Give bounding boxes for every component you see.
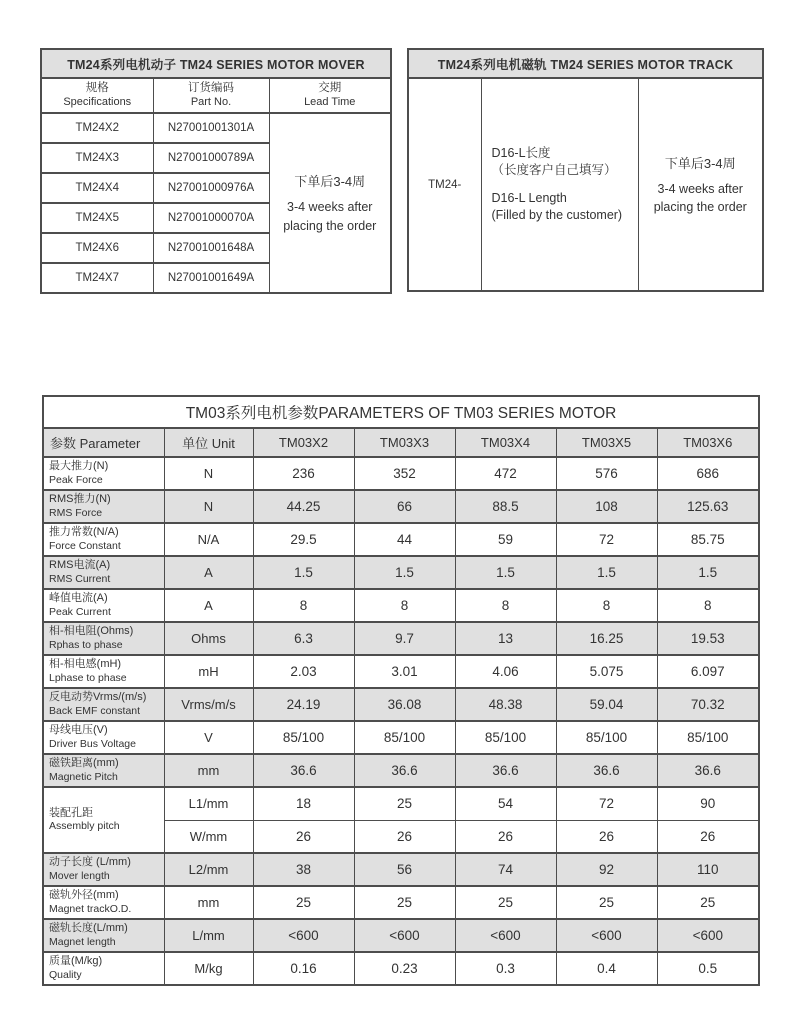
unit-cell: L1/mm <box>164 787 253 820</box>
value-cell: 8 <box>657 589 759 622</box>
value-cell: 5.075 <box>556 655 657 688</box>
value-cell: <600 <box>556 919 657 952</box>
unit-cell: W/mm <box>164 820 253 853</box>
value-cell: 72 <box>556 787 657 820</box>
unit-cell: V <box>164 721 253 754</box>
value-cell: 26 <box>253 820 354 853</box>
lead-time-header-en: Lead Time <box>304 96 356 109</box>
param-label-zh: 相-相电阻(Ohms) <box>49 625 134 638</box>
value-cell: 6.3 <box>253 622 354 655</box>
table-row <box>41 78 391 113</box>
value-cell: 1.5 <box>657 556 759 589</box>
value-cell: 472 <box>455 457 556 490</box>
spec-cell: TM24X4 <box>41 173 153 203</box>
value-cell: 25 <box>657 886 759 919</box>
param-header: 参数 Parameter <box>43 428 164 457</box>
unit-cell: M/kg <box>164 952 253 985</box>
param-label-zh: 磁轨外径(mm) <box>49 889 119 902</box>
param-label-cell <box>43 688 164 721</box>
value-cell: 9.7 <box>354 622 455 655</box>
lead-time-cell <box>269 113 391 293</box>
table-row <box>43 787 759 820</box>
value-cell: 16.25 <box>556 622 657 655</box>
param-label-en: Back EMF constant <box>49 704 141 717</box>
value-cell: 56 <box>354 853 455 886</box>
value-cell: 3.01 <box>354 655 455 688</box>
part-no-cell: N27001001649A <box>153 263 269 293</box>
table-row <box>43 428 759 457</box>
lead-time-en-2: placing the order <box>283 218 377 233</box>
value-cell: 74 <box>455 853 556 886</box>
value-cell: 36.6 <box>253 754 354 787</box>
value-cell: 66 <box>354 490 455 523</box>
param-label-cell <box>43 853 164 886</box>
table-row <box>43 457 759 490</box>
param-label-cell <box>43 952 164 985</box>
table-row <box>43 622 759 655</box>
value-cell: 108 <box>556 490 657 523</box>
value-cell: 8 <box>556 589 657 622</box>
value-cell: 25 <box>253 886 354 919</box>
value-cell: 18 <box>253 787 354 820</box>
spec-header <box>41 78 153 113</box>
value-cell: 1.5 <box>253 556 354 589</box>
model-header: TM03X6 <box>657 428 759 457</box>
param-label-zh: RMS推力(N) <box>49 493 111 506</box>
param-label-zh: 磁轨长度(L/mm) <box>49 922 128 935</box>
value-cell: 88.5 <box>455 490 556 523</box>
value-cell: 54 <box>455 787 556 820</box>
lead-time-en-1: 3-4 weeks after <box>287 200 373 215</box>
param-label-en: Peak Current <box>49 605 111 618</box>
param-label-en: RMS Current <box>49 572 111 585</box>
param-label-cell <box>43 886 164 919</box>
param-label-zh: 反电动势Vrms/(m/s) <box>49 691 147 704</box>
value-cell: 59.04 <box>556 688 657 721</box>
value-cell: 85/100 <box>657 721 759 754</box>
value-cell: 13 <box>455 622 556 655</box>
table-row <box>43 523 759 556</box>
value-cell: 85/100 <box>455 721 556 754</box>
part-no-header-zh: 订货编码 <box>188 82 234 95</box>
param-label-en: Magnet length <box>49 935 116 948</box>
table-row <box>41 113 391 143</box>
param-label-zh: 磁铁距离(mm) <box>49 757 119 770</box>
value-cell: 576 <box>556 457 657 490</box>
param-label-zh: RMS电流(A) <box>49 559 111 572</box>
track-length-cell <box>481 78 638 291</box>
spec-cell: TM24X7 <box>41 263 153 293</box>
value-cell: 1.5 <box>354 556 455 589</box>
param-label-zh: 最大推力(N) <box>49 460 109 473</box>
part-no-cell: N27001000070A <box>153 203 269 233</box>
unit-cell: N/A <box>164 523 253 556</box>
value-cell: 6.097 <box>657 655 759 688</box>
part-no-cell: N27001000789A <box>153 143 269 173</box>
param-label-en: Mover length <box>49 869 110 882</box>
track-length-en-1: D16-L Length <box>491 191 567 205</box>
value-cell: 85/100 <box>556 721 657 754</box>
param-label-cell <box>43 919 164 952</box>
unit-cell: Vrms/m/s <box>164 688 253 721</box>
param-label-cell <box>43 556 164 589</box>
model-header: TM03X3 <box>354 428 455 457</box>
value-cell: 26 <box>354 820 455 853</box>
value-cell: 25 <box>556 886 657 919</box>
param-label-en: Force Constant <box>49 539 121 552</box>
unit-cell: mH <box>164 655 253 688</box>
value-cell: 70.32 <box>657 688 759 721</box>
value-cell: <600 <box>455 919 556 952</box>
value-cell: 19.53 <box>657 622 759 655</box>
lead-time-en-1: 3-4 weeks after <box>657 181 743 196</box>
value-cell: 92 <box>556 853 657 886</box>
value-cell: <600 <box>657 919 759 952</box>
value-cell: 38 <box>253 853 354 886</box>
spec-cell: TM24X6 <box>41 233 153 263</box>
lead-time-en-2: placing the order <box>653 200 747 214</box>
table-row <box>41 49 391 78</box>
lead-time-cell <box>638 78 763 291</box>
unit-cell: mm <box>164 886 253 919</box>
table-row <box>43 589 759 622</box>
param-label-zh: 相-相电感(mH) <box>49 658 122 671</box>
model-cell: TM24- <box>408 78 481 291</box>
param-label-en: Driver Bus Voltage <box>49 737 136 750</box>
value-cell: 125.63 <box>657 490 759 523</box>
table-row <box>43 721 759 754</box>
spec-header-zh: 规格 <box>85 82 109 95</box>
model-header: TM03X2 <box>253 428 354 457</box>
param-label-zh: 推力常数(N/A) <box>49 526 119 539</box>
param-label-cell <box>43 589 164 622</box>
param-label-zh: 峰值电流(A) <box>49 592 108 605</box>
value-cell: 8 <box>455 589 556 622</box>
unit-header: 单位 Unit <box>164 428 253 457</box>
part-no-header <box>153 78 269 113</box>
params-table-title: TM03系列电机参数PARAMETERS OF TM03 SERIES MOTOR <box>43 396 759 428</box>
param-label-cell <box>43 655 164 688</box>
value-cell: <600 <box>253 919 354 952</box>
value-cell: 85/100 <box>354 721 455 754</box>
value-cell: 110 <box>657 853 759 886</box>
value-cell: 236 <box>253 457 354 490</box>
table-row <box>43 754 759 787</box>
param-label-en: Quality <box>49 968 82 981</box>
spec-header-en: Specifications <box>63 96 132 109</box>
track-length-zh-1: D16-L长度 <box>491 146 551 161</box>
unit-cell: Ohms <box>164 622 253 655</box>
track-length-en-2: (Filled by the customer) <box>491 207 623 222</box>
unit-cell: L2/mm <box>164 853 253 886</box>
part-no-header-en: Part No. <box>190 96 232 109</box>
mover-table <box>40 48 392 294</box>
spec-cell: TM24X5 <box>41 203 153 233</box>
unit-cell: N <box>164 490 253 523</box>
params-table <box>42 395 760 986</box>
lead-time-header <box>269 78 391 113</box>
value-cell: 44 <box>354 523 455 556</box>
value-cell: 36.6 <box>657 754 759 787</box>
part-no-cell: N27001001301A <box>153 113 269 143</box>
track-table <box>407 48 764 292</box>
value-cell: 25 <box>354 886 455 919</box>
value-cell: 352 <box>354 457 455 490</box>
value-cell: 36.6 <box>556 754 657 787</box>
value-cell: 686 <box>657 457 759 490</box>
lead-time-zh: 下单后3-4周 <box>294 174 366 190</box>
param-label-cell <box>43 721 164 754</box>
table-row <box>43 396 759 428</box>
param-label-en: Peak Force <box>49 473 103 486</box>
param-label-zh: 质量(M/kg) <box>49 955 103 968</box>
value-cell: 29.5 <box>253 523 354 556</box>
param-label-cell <box>43 490 164 523</box>
model-header: TM03X4 <box>455 428 556 457</box>
table-row <box>43 655 759 688</box>
value-cell: 8 <box>354 589 455 622</box>
table-row <box>43 490 759 523</box>
value-cell: 1.5 <box>556 556 657 589</box>
param-label-cell <box>43 754 164 787</box>
part-no-cell: N27001000976A <box>153 173 269 203</box>
lead-time-header-zh: 交期 <box>318 82 342 95</box>
value-cell: 36.6 <box>455 754 556 787</box>
value-cell: 0.4 <box>556 952 657 985</box>
track-table-title: TM24系列电机磁轨 TM24 SERIES MOTOR TRACK <box>408 49 763 78</box>
value-cell: 85.75 <box>657 523 759 556</box>
unit-cell: L/mm <box>164 919 253 952</box>
unit-cell: N <box>164 457 253 490</box>
value-cell: 26 <box>455 820 556 853</box>
value-cell: 36.08 <box>354 688 455 721</box>
value-cell: 0.23 <box>354 952 455 985</box>
mover-table-title: TM24系列电机动子 TM24 SERIES MOTOR MOVER <box>41 49 391 78</box>
value-cell: 25 <box>354 787 455 820</box>
value-cell: 0.5 <box>657 952 759 985</box>
value-cell: 90 <box>657 787 759 820</box>
table-row <box>408 78 763 291</box>
param-label-cell <box>43 457 164 490</box>
param-label-en: RMS Force <box>49 506 103 519</box>
value-cell: 4.06 <box>455 655 556 688</box>
param-label-zh: 动子长度 (L/mm) <box>49 856 131 869</box>
value-cell: 0.3 <box>455 952 556 985</box>
param-label-en: Lphase to phase <box>49 671 127 684</box>
unit-cell: A <box>164 556 253 589</box>
unit-cell: A <box>164 589 253 622</box>
unit-cell: mm <box>164 754 253 787</box>
table-row <box>43 886 759 919</box>
param-label-en: Magnetic Pitch <box>49 770 118 783</box>
param-label-zh: 装配孔距 <box>49 806 93 819</box>
value-cell: 72 <box>556 523 657 556</box>
value-cell: 8 <box>253 589 354 622</box>
table-row <box>43 952 759 985</box>
value-cell: 26 <box>657 820 759 853</box>
value-cell: 25 <box>455 886 556 919</box>
value-cell: 1.5 <box>455 556 556 589</box>
track-length-zh-2: （长度客户自己填写） <box>491 163 617 178</box>
lead-time-zh: 下单后3-4周 <box>664 155 736 171</box>
value-cell: <600 <box>354 919 455 952</box>
value-cell: 0.16 <box>253 952 354 985</box>
param-label-en: Magnet trackO.D. <box>49 902 132 915</box>
assembly-label-cell <box>43 787 164 853</box>
param-label-en: Assembly pitch <box>49 820 120 833</box>
param-label-zh: 母线电压(V) <box>49 724 108 737</box>
model-header: TM03X5 <box>556 428 657 457</box>
value-cell: 44.25 <box>253 490 354 523</box>
value-cell: 48.38 <box>455 688 556 721</box>
value-cell: 26 <box>556 820 657 853</box>
spec-cell: TM24X3 <box>41 143 153 173</box>
table-row <box>43 688 759 721</box>
param-label-cell <box>43 523 164 556</box>
table-row <box>43 919 759 952</box>
param-label-en: Rphas to phase <box>49 638 123 651</box>
table-row <box>43 556 759 589</box>
value-cell: 59 <box>455 523 556 556</box>
spec-cell: TM24X2 <box>41 113 153 143</box>
param-label-cell <box>43 622 164 655</box>
value-cell: 24.19 <box>253 688 354 721</box>
value-cell: 2.03 <box>253 655 354 688</box>
table-row <box>408 49 763 78</box>
part-no-cell: N27001001648A <box>153 233 269 263</box>
value-cell: 36.6 <box>354 754 455 787</box>
value-cell: 85/100 <box>253 721 354 754</box>
table-row <box>43 853 759 886</box>
